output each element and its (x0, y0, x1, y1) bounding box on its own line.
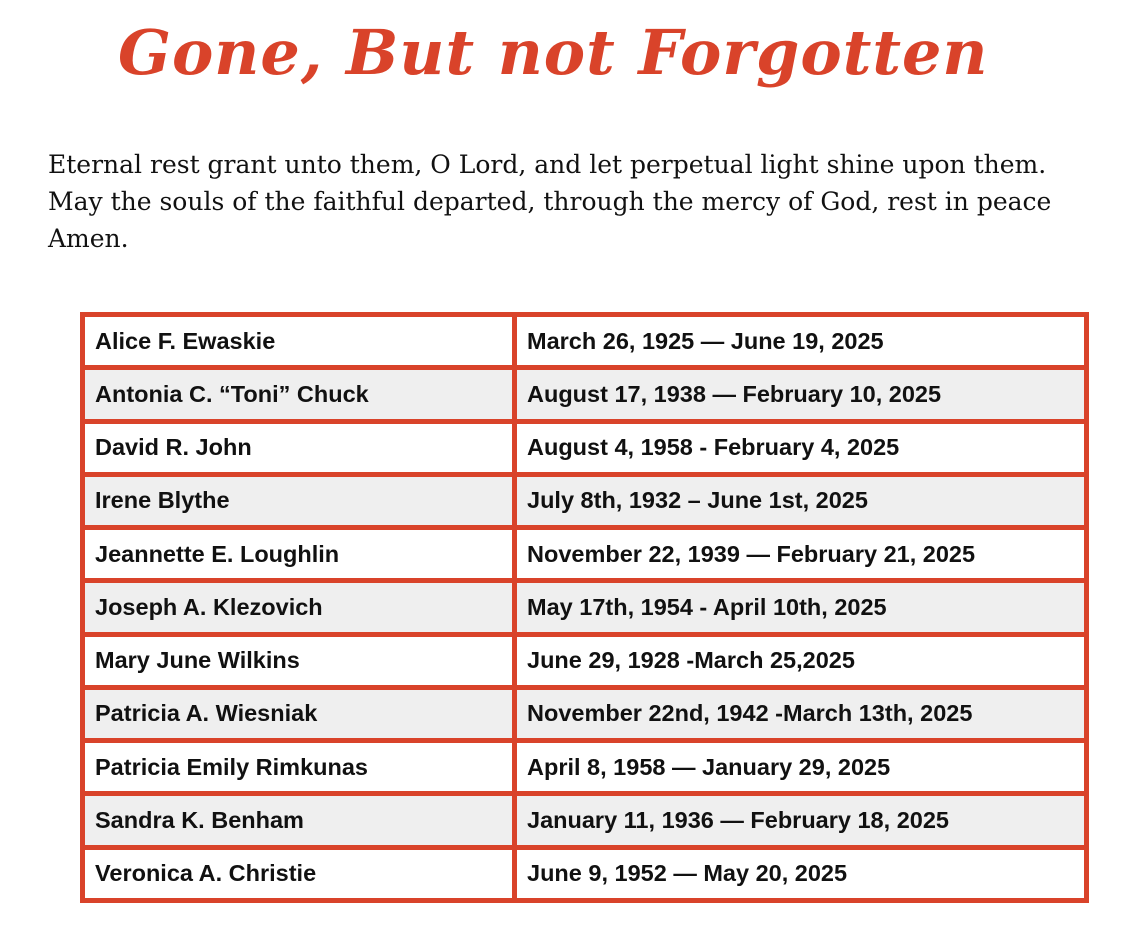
dates-cell: November 22, 1939 — February 21, 2025 (517, 530, 1089, 583)
table-row (85, 583, 1089, 636)
name-cell: Irene Blythe (85, 477, 517, 530)
table-row (85, 743, 1089, 796)
page-title: Gone, But not Forgotten (118, 16, 989, 89)
name-cell: Patricia Emily Rimkunas (85, 743, 517, 796)
table-row (85, 796, 1089, 849)
prayer-text: Eternal rest grant unto them, O Lord, and let perpetual light shine upon them. May the souls of the faithful departed, through the mercy of God, rest in peace Amen. (48, 150, 1052, 253)
name-cell: Alice F. Ewaskie (85, 317, 517, 370)
dates-cell: August 4, 1958 - February 4, 2025 (517, 424, 1089, 477)
table-row (85, 477, 1089, 530)
name-cell: Mary June Wilkins (85, 637, 517, 690)
table-row (85, 850, 1089, 903)
dates-cell: July 8th, 1932 – June 1st, 2025 (517, 477, 1089, 530)
dates-cell: November 22nd, 1942 -March 13th, 2025 (517, 690, 1089, 743)
memorial-table (80, 312, 1089, 903)
name-cell: Joseph A. Klezovich (85, 583, 517, 636)
dates-cell: June 9, 1952 — May 20, 2025 (517, 850, 1089, 903)
dates-cell: August 17, 1938 — February 10, 2025 (517, 370, 1089, 423)
name-cell: Antonia C. “Toni” Chuck (85, 370, 517, 423)
name-cell: Sandra K. Benham (85, 796, 517, 849)
dates-cell: March 26, 1925 — June 19, 2025 (517, 317, 1089, 370)
dates-cell: April 8, 1958 — January 29, 2025 (517, 743, 1089, 796)
dates-cell: May 17th, 1954 - April 10th, 2025 (517, 583, 1089, 636)
name-cell: David R. John (85, 424, 517, 477)
name-cell: Patricia A. Wiesniak (85, 690, 517, 743)
table-row (85, 317, 1089, 370)
dates-cell: January 11, 1936 — February 18, 2025 (517, 796, 1089, 849)
dates-cell: June 29, 1928 -March 25,2025 (517, 637, 1089, 690)
table-row (85, 637, 1089, 690)
table-row (85, 424, 1089, 477)
name-cell: Jeannette E. Loughlin (85, 530, 517, 583)
name-cell: Veronica A. Christie (85, 850, 517, 903)
table-row (85, 690, 1089, 743)
table-row (85, 370, 1089, 423)
table-row (85, 530, 1089, 583)
